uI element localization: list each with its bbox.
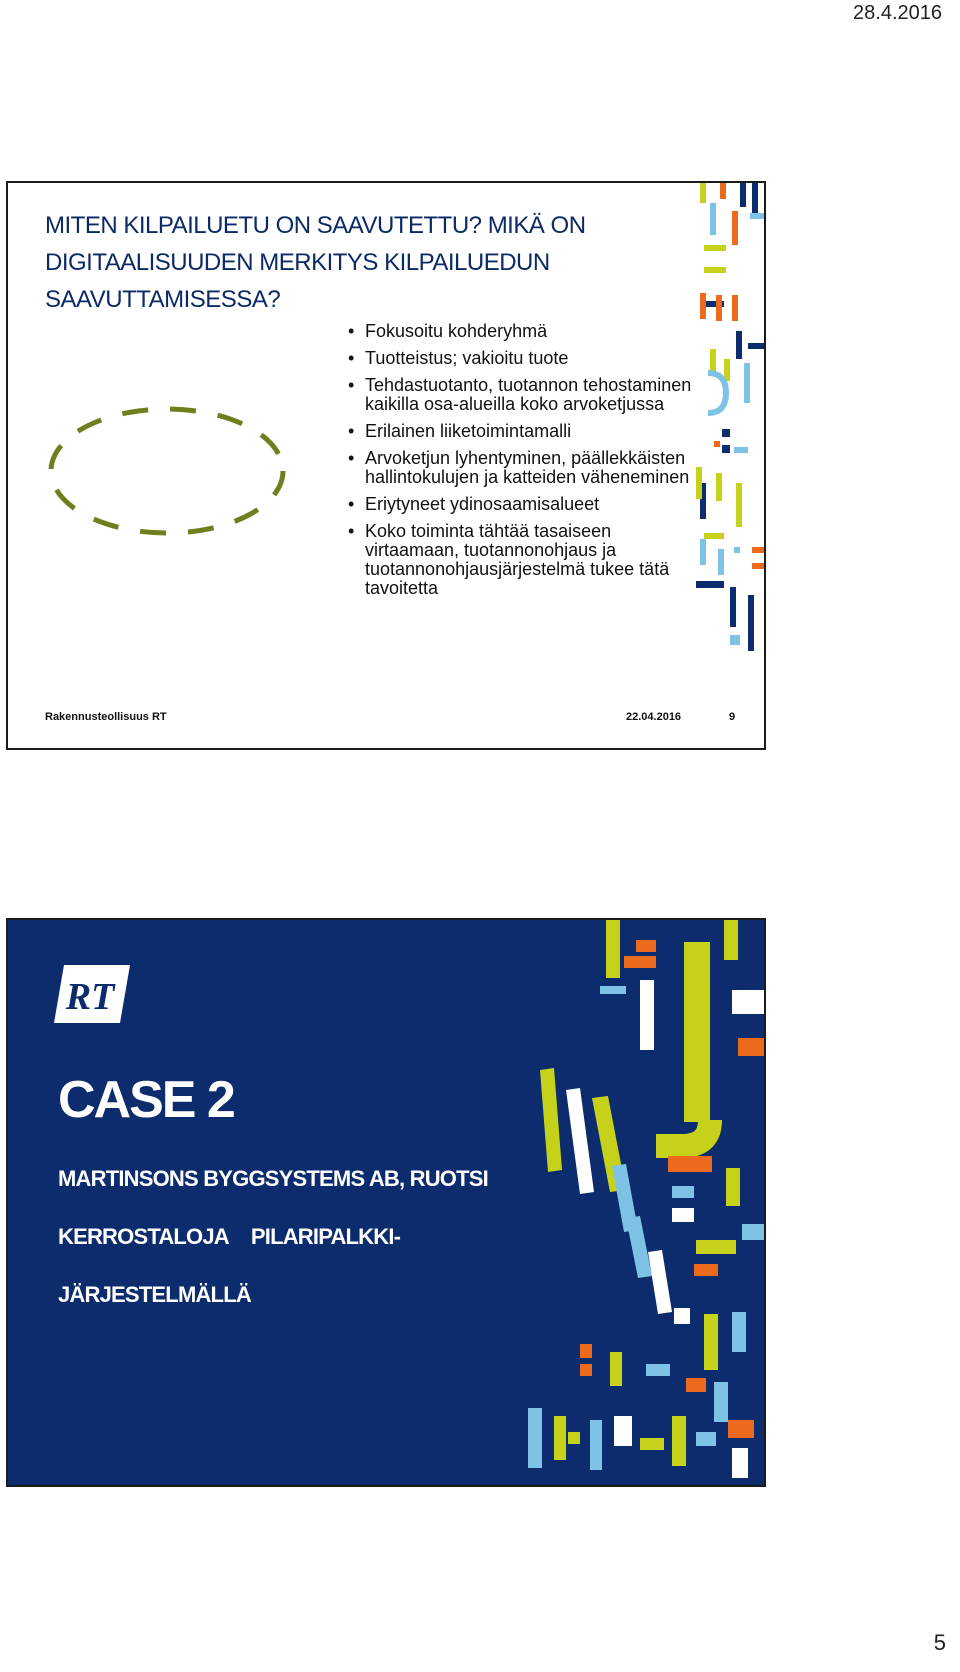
- bullet-item: • Tuotteistus; vakioitu tuote: [348, 349, 693, 368]
- case-subtitle-part-a: KERROSTALOJA: [58, 1224, 229, 1249]
- decorative-stripes-pattern: [528, 920, 764, 1485]
- bullet-item: • Eriytyneet ydinosaamisalueet: [348, 495, 693, 514]
- slide-footer: [45, 711, 736, 723]
- page-number: 5: [933, 1630, 946, 1655]
- rt-logo: [54, 965, 130, 1023]
- slide-case-2: [6, 918, 766, 1487]
- case-subtitle-part-b: PILARIPALKKI-: [250, 1224, 401, 1249]
- rt-logo-text: RT: [65, 976, 115, 1018]
- case-subtitle-line-1: [58, 1224, 400, 1250]
- slide-title: MITEN KILPAILUETU ON SAAVUTETTU? MIKÄ ON DIGITAALISUUDEN MERKITYS KILPAILUEDUN SAAVUTTAMISESSA?: [45, 212, 586, 313]
- bullet-list: [348, 322, 693, 606]
- footer-organization: Rakennusteollisuus RT: [45, 711, 167, 723]
- decorative-stripes-pattern: [694, 183, 764, 653]
- bullet-item: • Koko toiminta tähtää tasaiseen virtaamaan, tuotannonohjaus ja tuotannonohjausjärjestelmä tukee tätä tavoitetta: [348, 522, 693, 598]
- bullet-item: • Arvoketjun lyhentyminen, päällekkäisten hallintokulujen ja katteiden väheneminen: [348, 449, 693, 487]
- bullet-item: • Erilainen liiketoimintamalli: [348, 422, 693, 441]
- bullet-item: • Tehdastuotanto, tuotannon tehostaminen kaikilla osa-alueilla koko arvoketjussa: [348, 376, 693, 414]
- footer-date: 22.04.2016: [626, 711, 682, 723]
- case-subtitle-line-2: JÄRJESTELMÄLLÄ: [58, 1282, 251, 1307]
- bullet-item: • Fokusoitu kohderyhmä: [348, 322, 693, 341]
- case-title: CASE 2: [58, 1071, 234, 1129]
- slide-9: [6, 181, 766, 750]
- dashed-ellipse-shape: [42, 401, 292, 541]
- case-company: MARTINSONS BYGGSYSTEMS AB, RUOTSI: [58, 1166, 488, 1191]
- footer-slide-number: 9: [729, 711, 736, 723]
- page-date: 28.4.2016: [853, 2, 942, 24]
